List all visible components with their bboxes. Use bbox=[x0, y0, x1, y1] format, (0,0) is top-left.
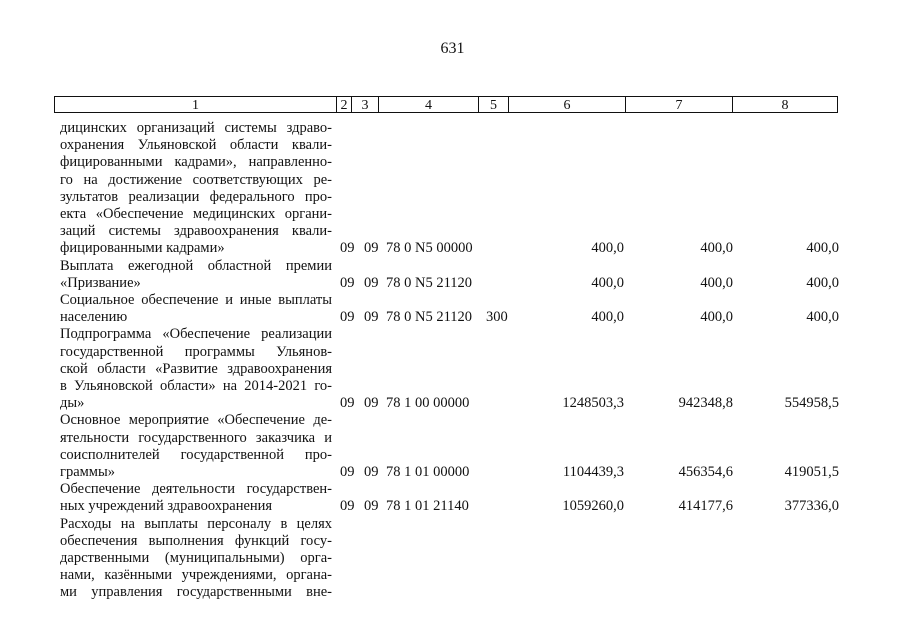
description-line: Расходы на выплаты персоналу в целях bbox=[60, 515, 332, 532]
description-line: населению bbox=[60, 309, 128, 326]
description-line: заций системы здравоохранения квали- bbox=[60, 223, 332, 240]
target-article-code: 78 0 N5 21120 bbox=[386, 309, 473, 326]
subsection-code: 09 bbox=[364, 240, 379, 257]
description-line: обеспечения выполнения функций госу- bbox=[60, 532, 332, 549]
table-row bbox=[0, 120, 905, 258]
header-col-7: 7 bbox=[625, 96, 732, 113]
amount-year-3: 400,0 bbox=[806, 309, 839, 326]
description-line: государственной программы Ульянов- bbox=[60, 343, 332, 360]
section-code: 09 bbox=[340, 464, 355, 481]
row-codes bbox=[0, 275, 905, 292]
description-line: Основное мероприятие «Обеспечение де- bbox=[60, 412, 332, 429]
description-line: Обеспечение деятельности государствен- bbox=[60, 481, 332, 498]
description-line: екта «Обеспечение медицинских органи- bbox=[60, 206, 332, 223]
amount-year-1: 400,0 bbox=[591, 274, 624, 291]
description-line: го на достижение соответствующих ре- bbox=[60, 171, 332, 188]
amount-year-1: 400,0 bbox=[591, 240, 624, 257]
amount-year-3: 419051,5 bbox=[784, 464, 839, 481]
target-article-code: 78 1 01 21140 bbox=[386, 498, 469, 515]
row-codes bbox=[0, 464, 905, 481]
table-row bbox=[0, 258, 905, 292]
section-code: 09 bbox=[340, 274, 355, 291]
section-code: 09 bbox=[340, 309, 355, 326]
description-line: нами, казёнными учреждениями, органа- bbox=[60, 567, 332, 584]
amount-year-2: 456354,6 bbox=[678, 464, 733, 481]
description-line: соисполнителей государственной про- bbox=[60, 446, 332, 463]
row-codes bbox=[0, 309, 905, 326]
amount-year-1: 1248503,3 bbox=[562, 395, 624, 412]
subsection-code: 09 bbox=[364, 309, 379, 326]
header-col-1: 1 bbox=[54, 96, 336, 113]
description-line: «Призвание» bbox=[60, 274, 141, 291]
amount-year-2: 400,0 bbox=[700, 309, 733, 326]
description-line: граммы» bbox=[60, 464, 115, 481]
amount-year-1: 1104439,3 bbox=[562, 464, 624, 481]
header-col-8: 8 bbox=[732, 96, 838, 113]
header-col-3: 3 bbox=[351, 96, 378, 113]
amount-year-2: 400,0 bbox=[700, 240, 733, 257]
amount-year-2: 414177,6 bbox=[678, 498, 733, 515]
subsection-code: 09 bbox=[364, 274, 379, 291]
description-line: Подпрограмма «Обеспечение реализации bbox=[60, 326, 332, 343]
target-article-code: 78 1 00 00000 bbox=[386, 395, 470, 412]
subsection-code: 09 bbox=[364, 464, 379, 481]
header-col-4: 4 bbox=[378, 96, 478, 113]
section-code: 09 bbox=[340, 240, 355, 257]
expense-type-code: 300 bbox=[486, 309, 508, 326]
section-code: 09 bbox=[340, 498, 355, 515]
description-line: ды» bbox=[60, 395, 85, 412]
table-row bbox=[0, 412, 905, 481]
amount-year-1: 400,0 bbox=[591, 309, 624, 326]
amount-year-3: 400,0 bbox=[806, 240, 839, 257]
description-line: Выплата ежегодной областной премии bbox=[60, 257, 332, 274]
section-code: 09 bbox=[340, 395, 355, 412]
description-line: дицинских организаций системы здраво- bbox=[60, 120, 332, 136]
description-line: ных учреждений здравоохранения bbox=[60, 498, 273, 515]
description-line: фицированными кадрами» bbox=[60, 240, 225, 257]
amount-year-2: 400,0 bbox=[700, 274, 733, 291]
header-col-6: 6 bbox=[508, 96, 625, 113]
description-line: ятельности государственного заказчика и bbox=[60, 429, 332, 446]
description-line: ми управления государственными вне- bbox=[60, 584, 332, 601]
page-number: 631 bbox=[440, 40, 465, 57]
row-codes bbox=[0, 240, 905, 257]
amount-year-2: 942348,8 bbox=[678, 395, 733, 412]
description-line: дарственными (муниципальными) орга- bbox=[60, 550, 332, 567]
row-codes bbox=[0, 395, 905, 412]
target-article-code: 78 0 N5 21120 bbox=[386, 274, 473, 291]
table-row bbox=[0, 516, 905, 602]
amount-year-3: 377336,0 bbox=[784, 498, 839, 515]
table-row bbox=[0, 292, 905, 326]
header-col-2: 2 bbox=[336, 96, 351, 113]
table-row bbox=[0, 481, 905, 515]
row-codes bbox=[0, 585, 905, 602]
target-article-code: 78 1 01 00000 bbox=[386, 464, 470, 481]
description-line: ской области «Развитие здравоохранения bbox=[60, 360, 332, 377]
description-line: охранения Ульяновской области квали- bbox=[60, 137, 332, 154]
row-description bbox=[60, 120, 332, 258]
amount-year-3: 554958,5 bbox=[784, 395, 839, 412]
table-row bbox=[0, 326, 905, 412]
table-body bbox=[0, 120, 905, 602]
subsection-code: 09 bbox=[364, 498, 379, 515]
description-line: фицированными кадрами», направленно- bbox=[60, 154, 332, 171]
amount-year-1: 1059260,0 bbox=[562, 498, 624, 515]
header-col-5: 5 bbox=[478, 96, 508, 113]
row-codes bbox=[0, 498, 905, 515]
description-line: Социальное обеспечение и иные выплаты bbox=[60, 292, 332, 309]
description-line: в Ульяновской области» на 2014-2021 го- bbox=[60, 378, 332, 395]
target-article-code: 78 0 N5 00000 bbox=[386, 240, 473, 257]
description-line: зультатов реализации федерального про- bbox=[60, 188, 332, 205]
amount-year-3: 400,0 bbox=[806, 274, 839, 291]
subsection-code: 09 bbox=[364, 395, 379, 412]
